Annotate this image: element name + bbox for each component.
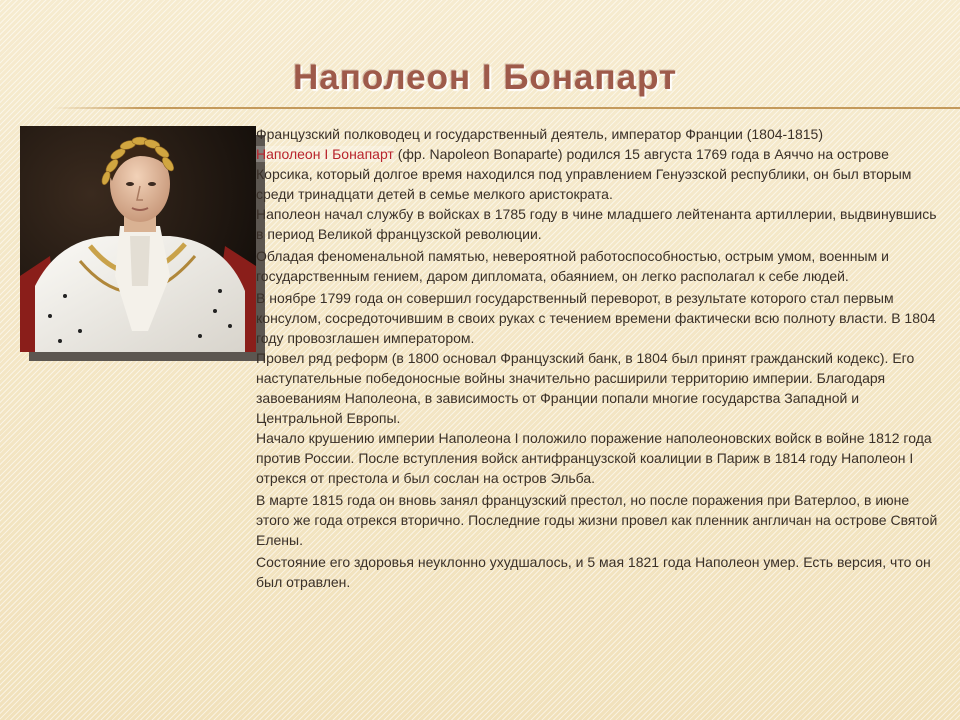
- highlighted-name: Наполеон I Бонапарт: [256, 146, 394, 162]
- portrait-illustration: [20, 126, 256, 352]
- bio-paragraph-2-rest: (фр. Napoleon Bonaparte) родился 15 августа 1769 года в Аяччо на острове Корсика, который долгое время находился под управлением Генуэзской республики, он был вторым среди тринадцати детей в семье мелкого аристократа.: [256, 146, 912, 202]
- bio-paragraph-2: [256, 144, 941, 204]
- title-divider: [52, 107, 960, 109]
- bio-paragraph-9: Состояние его здоровья неуклонно ухудшалось, и 5 мая 1821 года Наполеон умер. Есть версия, что он был отравлен.: [256, 554, 931, 590]
- bio-paragraph-6: Провел ряд реформ (в 1800 основал Французский банк, в 1804 был принят гражданский кодекс). Его наступательные победоносные войны значительно расширили территорию империи. Благодаря завоеваниям Наполеона, в зависимость от Франции попали многие государства Западной и Центральной Европы.: [256, 350, 915, 426]
- bio-paragraph-3: Наполеон начал службу в войсках в 1785 году в чине младшего лейтенанта артиллерии, выдвинувшись в период Великой французской революции.: [256, 206, 937, 242]
- bio-paragraph-4: Обладая феноменальной памятью, невероятной работоспособностью, острым умом, военным и государственным гением, даром дипломата, обаянием, он легко располагал к себе людей.: [256, 248, 889, 284]
- biography-text: [256, 124, 941, 592]
- bio-paragraph-1: Французский полководец и государственный деятель, император Франции (1804-1815): [256, 126, 824, 142]
- bio-paragraph-5: В ноябре 1799 года он совершил государственный переворот, в результате которого стал первым консулом, сосредоточившим в своих руках с течением времени фактически всю полноту власти. В 1804 году провозглашен императором.: [256, 290, 936, 346]
- slide-title: Наполеон I Бонапарт: [293, 58, 678, 97]
- bio-paragraph-8: В марте 1815 года он вновь занял французский престол, но после поражения при Ватерлоо, в июне этого же года отрекся вторично. Последние годы жизни провел как пленник англичан на острове Святой Елены.: [256, 492, 938, 548]
- napoleon-portrait-image: [20, 126, 256, 352]
- bio-paragraph-7: Начало крушению империи Наполеона I положило поражение наполеоновских войск в войне 1812 года против России. После вступления войск антифранцузской коалиции в Париж в 1814 году Наполеон I отрекся от престола и был сослан на остров Эльба.: [256, 430, 932, 486]
